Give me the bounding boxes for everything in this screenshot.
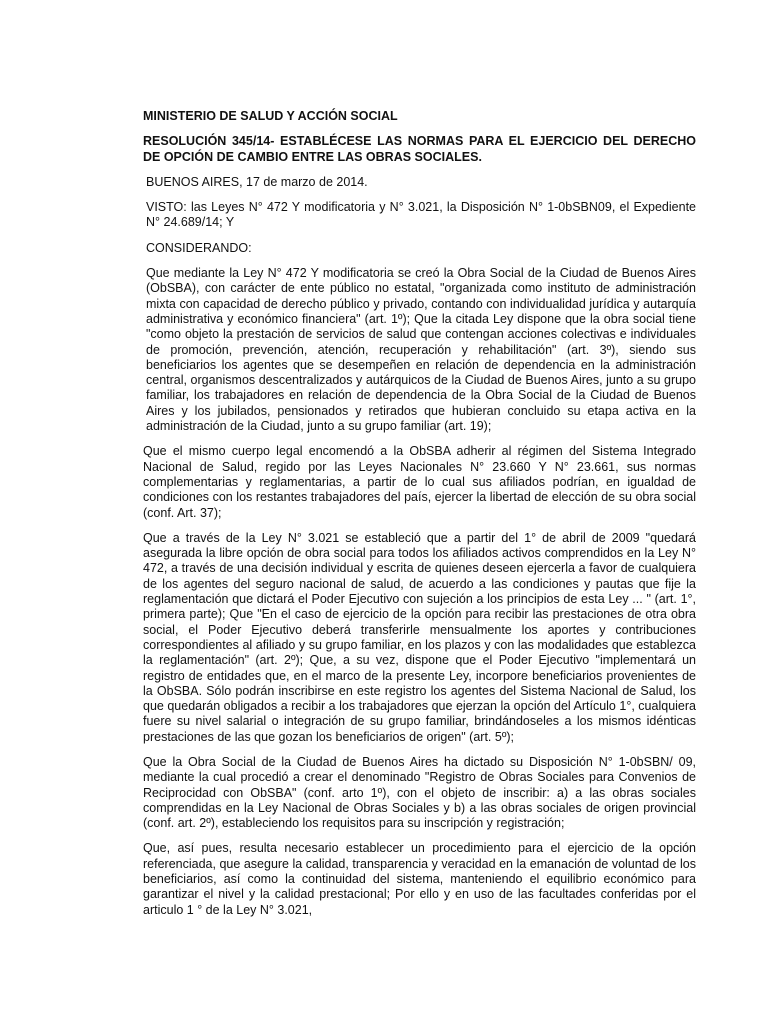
paragraph: Que, así pues, resulta necesario establecer un procedimiento para el ejercicio de la opción referenciada, que asegure la calidad, transparencia y veracidad en la emanación de voluntad de los beneficiarios, así como la continuidad del sistema, manteniendo el equilibrio económico para garantizar el nivel y la calidad prestacional; Por ello y en uso de las facultades conferidas por el articulo 1 ° de la Ley N° 3.021, <box>143 841 696 917</box>
resolution-number: RESOLUCIÓN 345/14 <box>143 134 271 149</box>
place-date: BUENOS AIRES, 17 de marzo de 2014. <box>146 174 368 189</box>
resolution-title-text: - ESTABLÉCESE LAS NORMAS PARA EL EJERCICIO DEL DERECHO DE OPCIÓN DE CAMBIO ENTRE LAS OBRAS SOCIALES. <box>143 134 696 164</box>
visto-paragraph: VISTO: las Leyes N° 472 Y modificatoria y N° 3.021, la Disposición N° 1-0bSBN09, el Expediente N° 24.689/14; Y <box>146 200 696 230</box>
paragraph: Que el mismo cuerpo legal encomendó a la ObSBA adherir al régimen del Sistema Integrado Nacional de Salud, regido por las Leyes Nacionales N° 23.660 Y N° 23.661, sus normas complementarias y reglamentarias, a partir de lo cual sus afiliados podrían, en igualdad de condiciones con los restantes trabajadores del país, ejercer la libertad de elección de su obra social (conf. Art. 37); <box>143 444 696 520</box>
paragraph: Que mediante la Ley N° 472 Y modificatoria se creó la Obra Social de la Ciudad de Buenos Aires (ObSBA), con carácter de ente público no estatal, "organizada como instituto de administración mixta con capacidad de derecho público y privado, contando con individualidad jurídica y autarquía administrativa y económico financiera" (art. 1º); Que la citada Ley dispone que la obra social tiene "como objeto la prestación de servicios de salud que contengan acciones colectivas e individuales de promoción, prevención, atención, recuperación y rehabilitación" (art. 3º), siendo sus beneficiarios los agentes que se desempeñen en relación de dependencia en la administración central, organismos descentralizados y autárquicos de la Ciudad de Buenos Aires, junto a su grupo familiar, los trabajadores en relación de dependencia de la Obra Social de la Ciudad de Buenos Aires y los jubilados, pensionados y retirados que hubieran concluido su etapa activa en la administración de la Ciudad, junto a su grupo familiar (art. 19); <box>146 266 696 434</box>
paragraph: Que a través de la Ley N° 3.021 se estableció que a partir del 1° de abril de 2009 "quedará asegurada la libre opción de obra social para todos los afiliados activos comprendidos en la Ley N° 472, a través de una decisión individual y escrita de quienes deseen ejercerla a favor de cualquiera de los agentes del seguro nacional de salud, de acuerdo a las condiciones y pautas que fije la reglamentación que dictará el Poder Ejecutivo con sujeción a los principios de esta Ley ... " (art. 1°, primera parte); Que "En el caso de ejercicio de la opción para recibir las prestaciones de otra obra social, el Poder Ejecutivo deberá transferirle mensualmente los aportes y contribuciones correspondientes al afiliado y su grupo familiar, en los plazos y con las modalidades que establezca la reglamentación" (art. 2º); Que, a su vez, dispone que el Poder Ejecutivo "implementará un registro de entidades que, en el marco de la presente Ley, incorpore beneficiarios provenientes de la ObSBA. Sólo podrán inscribirse en este registro los agentes del Sistema Nacional de Salud, los que quedarán obligados a recibir a los trabajadores que ejerzan la opción del Artículo 1°, cualquiera fuere su nivel salarial o integración de su grupo familiar, brindándoseles a los mismos idénticas prestaciones de las que gozan los beneficiarios de origen" (art. 5º); <box>143 530 696 744</box>
document-page <box>143 109 696 928</box>
considerando-heading: CONSIDERANDO: <box>146 240 252 255</box>
paragraph: Que la Obra Social de la Ciudad de Buenos Aires ha dictado su Disposición N° 1-0bSBN/ 09, mediante la cual procedió a crear el denominado "Registro de Obras Sociales para Convenios de Reciprocidad con ObSBA" (conf. arto 1º), con el objeto de inscribir: a) a las obras sociales comprendidas en la Ley Nacional de Obras Sociales y b) a las obras sociales de origen provincial (conf. art. 2º), estableciendo los requisitos para su inscripción y registración; <box>143 754 696 831</box>
ministry-heading: MINISTERIO DE SALUD Y ACCIÓN SOCIAL <box>143 109 398 123</box>
resolution-title <box>143 134 696 165</box>
